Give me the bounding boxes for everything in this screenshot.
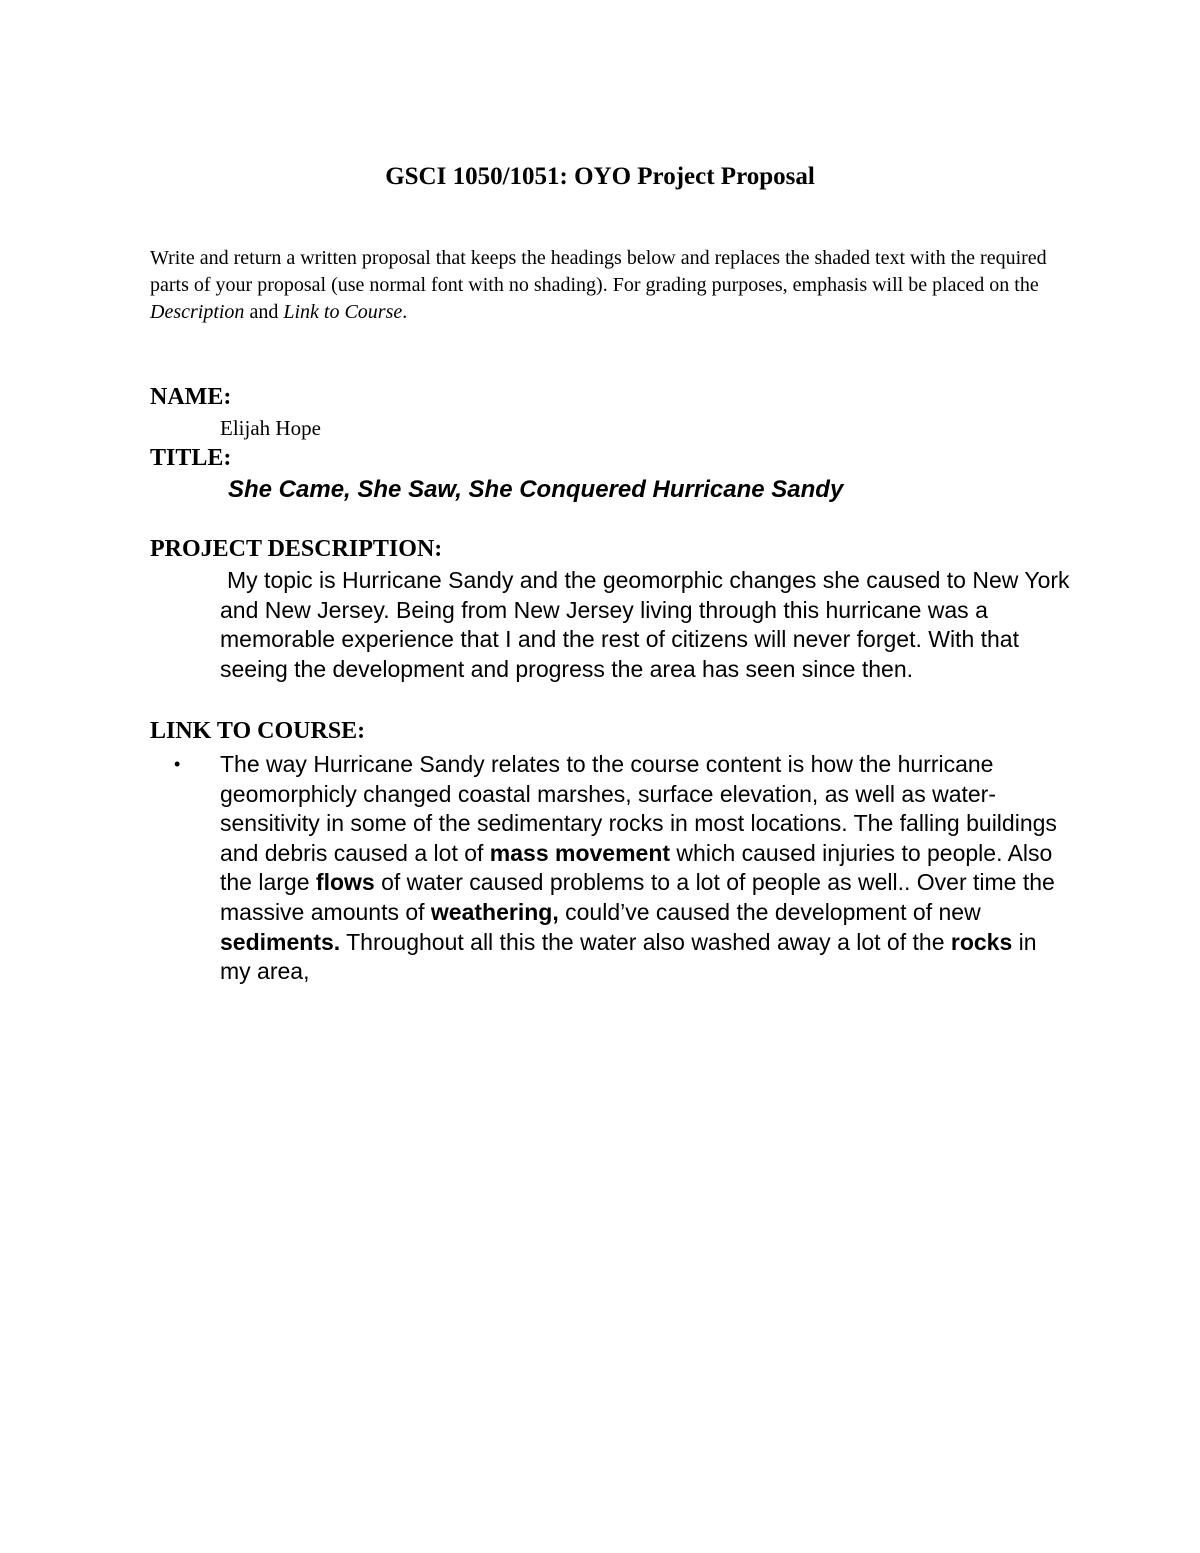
project-description-heading: PROJECT DESCRIPTION: bbox=[150, 536, 443, 562]
term-weathering: weathering, bbox=[430, 898, 559, 925]
link-text-5: Throughout all this the water also washed away a lot of the bbox=[340, 928, 951, 955]
instructions-link-emphasis: Link to Course bbox=[283, 301, 403, 323]
link-text-1: The way Hurricane Sandy relates to the course content is how the hurricane geomorphicly changed coastal marshes, surface elevation, as well as water-sensitivity in some of the sedimentary rocks in most locations. The falling buildings and debris caused a lot of bbox=[220, 751, 1057, 866]
link-to-course-list bbox=[174, 750, 1070, 987]
link-text-3: of water caused problems to a lot of people as well.. Over time the massive amounts of bbox=[220, 869, 1055, 925]
instructions-and: and bbox=[244, 301, 284, 323]
instructions-text: Write and return a written proposal that keeps the headings below and replaces the shaded text with the required parts of your proposal (use normal font with no shading). For grading purposes, emphasis will be placed on the bbox=[150, 247, 1047, 296]
name-value: Elijah Hope bbox=[220, 416, 321, 440]
bullet-icon: • bbox=[174, 754, 181, 774]
link-text-6: in my area, bbox=[220, 928, 1037, 985]
link-text-4: could’ve caused the development of new bbox=[558, 898, 981, 925]
term-rocks: rocks bbox=[950, 928, 1013, 955]
link-text-2: which caused injuries to people. Also the large bbox=[220, 839, 1053, 896]
term-sediments: sediments. bbox=[220, 928, 341, 955]
list-item bbox=[174, 750, 1070, 987]
instructions-paragraph bbox=[150, 245, 1055, 326]
link-to-course-heading: LINK TO COURSE: bbox=[150, 718, 366, 744]
name-heading: NAME: bbox=[150, 384, 232, 410]
instructions-end: . bbox=[402, 301, 408, 323]
project-description-body: My topic is Hurricane Sandy and the geomorphic changes she caused to New York and New Jersey. Being from New Jersey living through this hurricane was a memorable experience that I and the rest of citizens will never forget. With that seeing the development and progress the area has seen since then. bbox=[220, 567, 1070, 682]
page-title: GSCI 1050/1051: OYO Project Proposal bbox=[385, 162, 815, 190]
instructions-description-emphasis: Description bbox=[150, 301, 245, 323]
project-title-value: She Came, She Saw, She Conquered Hurricane Sandy bbox=[228, 476, 844, 503]
term-flows: flows bbox=[315, 869, 375, 896]
title-heading: TITLE: bbox=[150, 445, 232, 471]
term-mass-movement: mass movement bbox=[489, 839, 671, 866]
